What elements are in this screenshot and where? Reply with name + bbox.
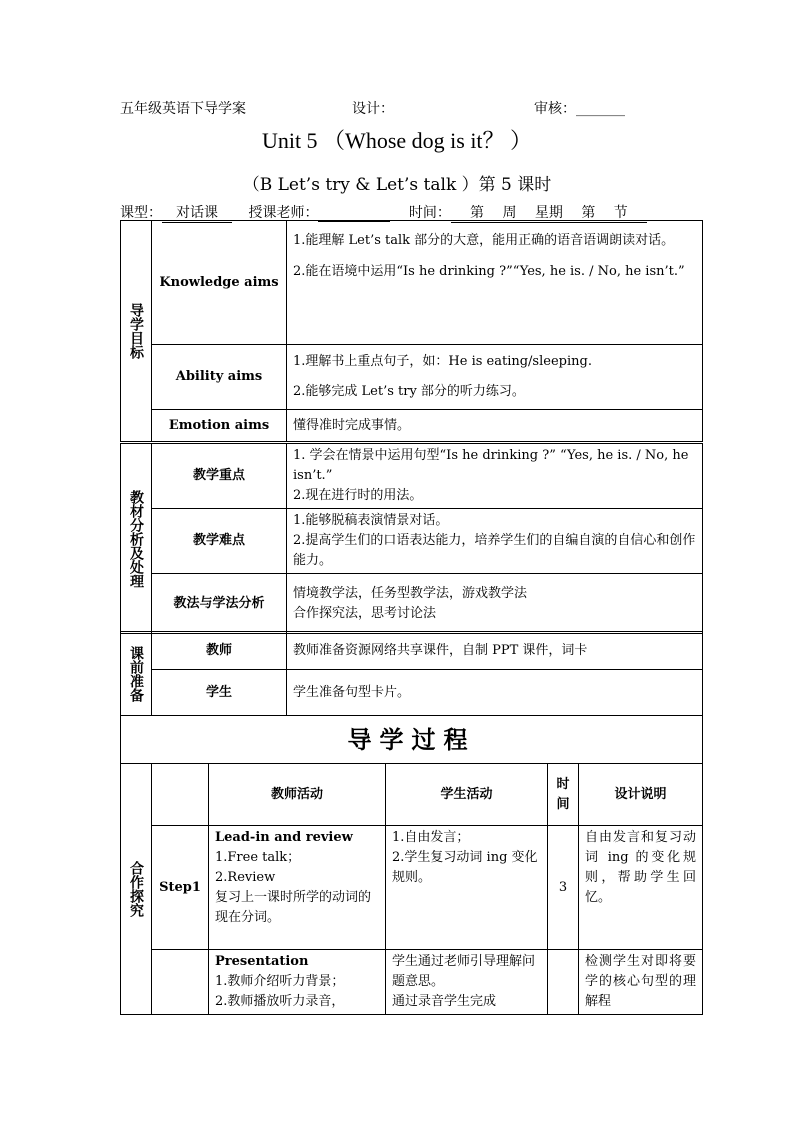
step2-student-2: 通过录音学生完成	[392, 994, 497, 1009]
step1-time: 3	[548, 826, 579, 950]
table-row	[121, 632, 703, 670]
table-row	[121, 345, 703, 410]
difficulty-1: 1.能够脱稿表演情景对话。	[293, 513, 449, 528]
header-doc-type: 五年级英语下导学案	[120, 101, 246, 117]
table-row	[121, 716, 703, 764]
method-label: 教法与学法分析	[152, 574, 287, 634]
col-teacher-activity: 教师活动	[209, 764, 386, 826]
table-row	[121, 574, 703, 634]
process-section-label: 合作探究	[121, 764, 152, 1015]
difficulty-cell	[287, 509, 703, 574]
prep-teacher-text: 教师准备资源网络共享课件，自制 PPT 课件，词卡	[287, 632, 703, 670]
knowledge-aim-1: 1.能理解 Let’s talk 部分的大意，能用正确的语音语调朗读对话。	[293, 233, 675, 248]
table-row	[121, 410, 703, 442]
table-row	[121, 764, 703, 826]
header-designer-label: 设计：	[352, 101, 394, 117]
analysis-table	[120, 443, 703, 634]
col-time: 时间	[548, 764, 579, 826]
time-value: 第 周 星期 第 节	[451, 202, 647, 223]
step2-student-1: 学生通过老师引导理解问题意思。	[392, 954, 536, 989]
process-title: 导学过程	[121, 716, 703, 764]
col-design-notes: 设计说明	[579, 764, 703, 826]
method-2: 合作探究法，思考讨论法	[293, 605, 437, 621]
step1-teacher-heading: Lead-in and review	[215, 830, 353, 845]
page-subtitle: （B Let’s try & Let’s talk ）第 5 课时	[242, 175, 552, 195]
step1-student-2: 2.学生复习动词 ing 变化规则。	[392, 850, 538, 885]
key-point-2: 2.现在进行时的用法。	[293, 488, 423, 503]
step2-teacher-cell	[209, 950, 386, 1015]
ability-aim-1: 1.理解书上重点句子，如：He is eating/sleeping.	[293, 354, 592, 369]
emotion-aims-label: Emotion aims	[152, 410, 287, 442]
prep-teacher-label: 教师	[152, 632, 287, 670]
teacher-label: 授课老师：	[248, 205, 319, 221]
table-row	[121, 444, 703, 509]
lesson-plan-table	[120, 220, 703, 442]
process-table	[120, 763, 703, 1015]
key-points-cell	[287, 444, 703, 509]
step1-teacher-3: 复习上一课时所学的动词的现在分词。	[215, 890, 372, 925]
col-student-activity: 学生活动	[386, 764, 548, 826]
step2-time	[548, 950, 579, 1015]
prep-student-text: 学生准备句型卡片。	[287, 670, 703, 716]
prep-section-label: 课前准备	[121, 632, 152, 716]
emotion-aim: 懂得准时完成事情。	[287, 410, 703, 442]
method-1: 情境教学法，任务型教学法，游戏教学法	[293, 585, 528, 601]
step2-teacher-2: 2.教师播放听力录音，	[215, 994, 345, 1009]
table-row	[121, 950, 703, 1015]
header-review-label	[534, 98, 625, 118]
knowledge-aims-cell	[287, 221, 703, 345]
prep-student-label: 学生	[152, 670, 287, 716]
prep-table	[120, 631, 703, 764]
step1-student-cell	[386, 826, 548, 950]
ability-aims-label: Ability aims	[152, 345, 287, 410]
ability-aims-cell	[287, 345, 703, 410]
aims-section-label: 导学目标	[121, 221, 152, 442]
header-review-blank: _______	[576, 101, 625, 117]
page-title: Unit 5 （Whose dog is it？ ）	[261, 128, 533, 153]
table-row	[121, 509, 703, 574]
step2-teacher-heading: Presentation	[215, 954, 309, 969]
step1-label: Step1	[152, 826, 209, 950]
step1-design: 自由发言和复习动词 ing 的变化规则，帮助学生回忆。	[579, 826, 703, 950]
empty-header-cell	[152, 764, 209, 826]
step1-teacher-1: 1.Free talk；	[215, 850, 301, 865]
step2-student-cell	[386, 950, 548, 1015]
step2-teacher-1: 1.教师介绍听力背景；	[215, 974, 345, 989]
step1-student-1: 1.自由发言；	[392, 830, 470, 845]
difficulty-2: 2.提高学生们的口语表达能力，培养学生们的自编自演的自信心和创作能力。	[293, 533, 696, 568]
key-point-1: 1. 学会在情景中运用句型“Is he drinking ?” “Yes, he is. / No, he isn’t.”	[293, 448, 689, 483]
knowledge-aims-label: Knowledge aims	[152, 221, 287, 345]
table-row	[121, 670, 703, 716]
ability-aim-2: 2.能够完成 Let’s try 部分的听力练习。	[293, 384, 525, 399]
header-review-text: 审核：	[534, 101, 576, 117]
knowledge-aim-2: 2.能在语境中运用“Is he drinking ?”“Yes, he is. / No, he isn’t.”	[293, 264, 685, 279]
lesson-type-label: 课型：	[120, 205, 162, 221]
analysis-section-label: 教材分析及处理	[121, 444, 152, 634]
step1-teacher-2: 2.Review	[215, 870, 276, 885]
lesson-type-value: 对话课	[162, 202, 232, 223]
time-label: 时间：	[408, 205, 451, 221]
method-cell	[287, 574, 703, 634]
step1-teacher-cell	[209, 826, 386, 950]
step2-design: 检测学生对即将要学的核心句型的理解程	[579, 950, 703, 1015]
step2-label	[152, 950, 209, 1015]
difficulty-label: 教学难点	[152, 509, 287, 574]
table-row	[121, 221, 703, 345]
key-points-label: 教学重点	[152, 444, 287, 509]
table-row	[121, 826, 703, 950]
